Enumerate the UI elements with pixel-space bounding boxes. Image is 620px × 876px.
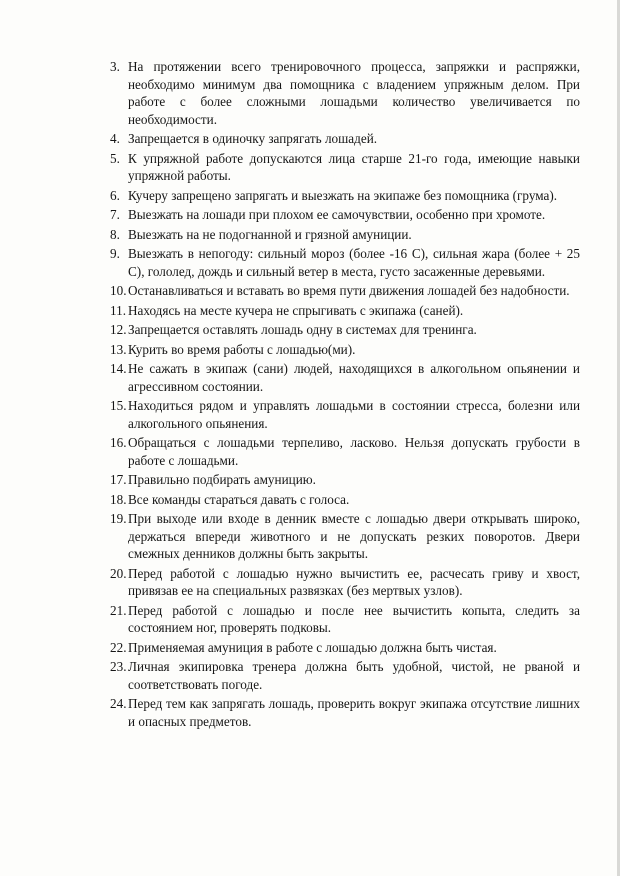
rule-text: Правильно подбирать амуницию. [128, 472, 316, 487]
rule-item [110, 341, 580, 359]
rule-text: Применяемая амуниция в работе с лошадью должна быть чистая. [128, 639, 497, 655]
rule-text: К упряжной работе допускаются лица старше 21-го года, имеющие навыки упряжной работы. [128, 150, 580, 183]
rule-text: Перед тем как запрягать лошадь, проверить вокруг экипажа отсутствие лишних и опасных предметов. [128, 696, 580, 729]
rule-text: Выезжать на лошади при плохом ее самочувствии, особенно при хромоте. [128, 207, 546, 222]
rule-item [110, 471, 580, 489]
rule-number: 18. [110, 491, 127, 507]
rule-item [110, 639, 580, 657]
rule-item [110, 602, 580, 637]
rule-number: 6. [110, 187, 120, 203]
rule-item [110, 302, 580, 320]
rule-text: Останавливаться и вставать во время пути движения лошадей без надобности. [128, 283, 570, 298]
rule-number: 11. [110, 302, 126, 318]
rule-number: 7. [110, 207, 120, 222]
rule-text: Выезжать в непогоду: сильный мороз (более -16 С), сильная жара (более + 25 С), гололед, дождь и сильный ветер в места, густо засаженные деревьями. [128, 246, 580, 279]
rule-text: Перед работой с лошадью нужно вычистить ее, расчесать гриву и хвост, привязав ее на специальных развязках (без мертвых узлов). [128, 565, 580, 598]
rule-item [110, 282, 580, 300]
rule-text: При выходе или входе в денник вместе с лошадью двери открывать широко, держаться впереди животного и не допускать резких поворотов. Двери смежных денников должны быть закрыты. [128, 511, 580, 561]
rule-number: 10. [110, 283, 127, 298]
rule-number: 5. [110, 150, 120, 166]
rule-text: На протяжении всего тренировочного процесса, запряжки и распряжки, необходимо минимум два помощника с владением упряжным делом. При работе с более сложными лошадьми количество увеличивается по необходимости. [128, 59, 580, 127]
rule-text: Курить во время работы с лошадью(ми). [128, 341, 356, 357]
rule-number: 16. [110, 435, 127, 450]
rule-text: Личная экипировка тренера должна быть удобной, чистой, не рваной и соответствовать погоде. [128, 659, 580, 692]
rule-text: Кучеру запрещено запрягать и выезжать на экипаже без помощника (грума). [128, 187, 558, 203]
rule-number: 3. [110, 59, 120, 74]
rule-item [110, 360, 580, 395]
rule-item [110, 150, 580, 185]
rule-text: Выезжать на не подогнанной и грязной амуниции. [128, 226, 412, 242]
rule-text: Обращаться с лошадьми терпеливо, ласково. Нельзя допускать грубости в работе с лошадьми. [128, 435, 580, 468]
rule-number: 14. [110, 361, 127, 376]
rule-number: 8. [110, 226, 120, 242]
rule-item [110, 130, 580, 148]
rule-number: 20. [110, 565, 127, 581]
rule-item [110, 658, 580, 693]
rule-text: Находиться рядом и управлять лошадьми в состоянии стресса, болезни или алкогольного опьянения. [128, 398, 580, 431]
rule-number: 4. [110, 131, 120, 146]
rule-number: 21. [110, 602, 127, 618]
rule-number: 12. [110, 322, 127, 337]
rule-item [110, 226, 580, 244]
rule-number: 13. [110, 341, 127, 357]
rule-number: 23. [110, 659, 127, 674]
rule-item [110, 187, 580, 205]
rule-item [110, 565, 580, 600]
rules-list [110, 58, 580, 732]
rule-item [110, 321, 580, 339]
rule-item [110, 695, 580, 730]
rule-text: Все команды стараться давать с голоса. [128, 491, 350, 507]
rule-text: Не сажать в экипаж (сани) людей, находящихся в алкогольном опьянении и агрессивном состоянии. [128, 361, 580, 394]
rule-text: Находясь на месте кучера не спрыгивать с экипажа (саней). [128, 302, 464, 318]
rule-number: 17. [110, 472, 127, 487]
rule-text: Перед работой с лошадью и после нее вычистить копыта, следить за состоянием ног, проверять подковы. [128, 602, 580, 635]
rule-number: 22. [110, 639, 127, 655]
rule-number: 9. [110, 246, 120, 261]
rule-item [110, 397, 580, 432]
rule-item [110, 434, 580, 469]
rule-text: Запрещается оставлять лошадь одну в системах для тренинга. [128, 322, 477, 337]
rule-number: 15. [110, 398, 127, 413]
rule-item [110, 491, 580, 509]
rule-item [110, 58, 580, 128]
rule-item [110, 245, 580, 280]
rule-item [110, 206, 580, 224]
rule-number: 19. [110, 511, 127, 526]
rule-text: Запрещается в одиночку запрягать лошадей. [128, 131, 378, 146]
rule-number: 24. [110, 696, 127, 711]
rule-item [110, 510, 580, 563]
